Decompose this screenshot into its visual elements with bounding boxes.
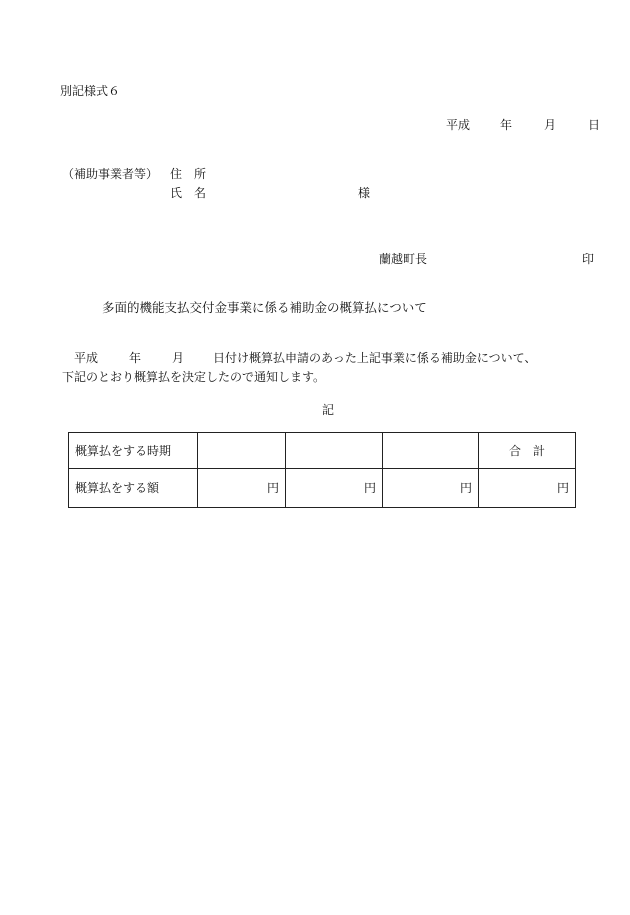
seal-mark: 印 xyxy=(582,252,595,266)
body-month: 月 xyxy=(172,351,185,365)
recipient-label: （補助事業者等） xyxy=(62,167,159,181)
ki-heading: 記 xyxy=(322,403,335,417)
body-line-1-text: 日付け概算払申請のあった上記事業に係る補助金について、 xyxy=(213,351,537,365)
period-cell xyxy=(198,433,286,469)
amount-cell: 円 xyxy=(198,469,286,508)
date-day: 日 xyxy=(588,118,601,132)
body-era: 平成 xyxy=(74,351,99,365)
sender-title: 蘭越町長 xyxy=(379,252,428,266)
period-cell xyxy=(286,433,383,469)
body-line-2: 下記のとおり概算払を決定したので通知します。 xyxy=(62,370,326,384)
address-label: 住 所 xyxy=(170,167,207,181)
amount-row xyxy=(69,469,576,508)
form-number: 別記様式６ xyxy=(60,84,121,98)
period-row xyxy=(69,433,576,469)
body-line-1 xyxy=(74,350,536,366)
payment-plan-table xyxy=(68,432,576,508)
date-year: 年 xyxy=(500,118,513,132)
amount-cell: 円 xyxy=(383,469,479,508)
amount-total-cell: 円 xyxy=(479,469,576,508)
name-label: 氏 名 xyxy=(170,186,207,200)
amount-cell: 円 xyxy=(286,469,383,508)
date-month: 月 xyxy=(544,118,557,132)
honorific: 様 xyxy=(358,186,371,200)
date-line xyxy=(446,117,600,133)
total-header: 合 計 xyxy=(479,433,576,469)
period-cell xyxy=(383,433,479,469)
date-era: 平成 xyxy=(446,118,471,132)
period-row-label: 概算払をする時期 xyxy=(69,433,198,469)
document-subject: 多面的機能支払交付金事業に係る補助金の概算払について xyxy=(102,300,427,315)
amount-row-label: 概算払をする額 xyxy=(69,469,198,508)
body-year: 年 xyxy=(129,351,142,365)
